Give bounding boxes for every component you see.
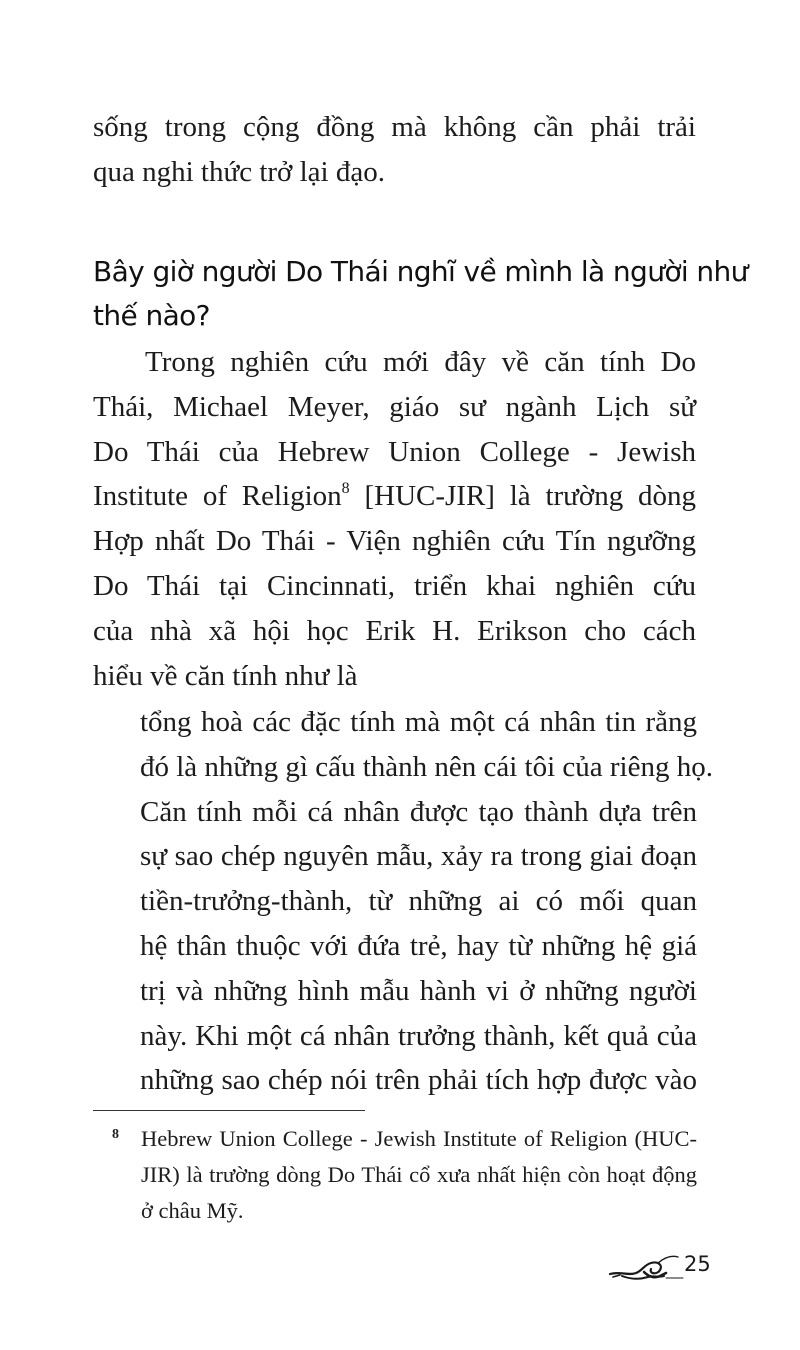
footnote-reference[interactable]: 8	[341, 480, 350, 498]
quote-line: tiền-trưởng-thành, từ những ai có mối quan	[140, 885, 697, 918]
text-line: hiểu về căn tính như là	[93, 659, 358, 692]
reference-phrase: Institute of Religion	[93, 480, 342, 513]
footnote-line: JIR) là trường dòng Do Thái cổ xưa nhất hiện còn hoạt động	[141, 1162, 697, 1187]
page-footer	[608, 1249, 712, 1285]
text-line: Do Thái tại Cincinnati, triển khai nghiên cứu	[93, 569, 696, 602]
heading-line: Bây giờ người Do Thái nghĩ về mình là người như	[93, 255, 748, 288]
quote-line: sự sao chép nguyên mẫu, xảy ra trong giai đoạn	[140, 840, 697, 873]
footnote-line: ở châu Mỹ.	[141, 1198, 244, 1223]
quote-line: những sao chép nói trên phải tích hợp được vào	[140, 1064, 697, 1097]
quote-line: này. Khi một cá nhân trưởng thành, kết quả của	[140, 1019, 697, 1052]
scroll-flourish-icon	[608, 1249, 684, 1285]
footnote-number: 8	[112, 1127, 119, 1142]
carryover-text	[93, 105, 696, 195]
quote-line: tổng hoà các đặc tính mà một cá nhân tin rằng	[140, 706, 697, 738]
text-line	[93, 474, 696, 519]
footnote-body	[141, 1121, 697, 1229]
text-line: qua nghi thức trở lại đạo.	[93, 155, 385, 188]
text-line: của nhà xã hội học Erik H. Erikson cho cách	[93, 614, 696, 647]
text-line: Do Thái của Hebrew Union College - Jewish	[93, 435, 696, 468]
text-line: Trong nghiên cứu mới đây về căn tính Do	[145, 346, 696, 378]
text-line: Hợp nhất Do Thái - Viện nghiên cứu Tín ngưỡng	[93, 525, 696, 558]
quote-line: trị và những hình mẫu hành vi ở những người	[140, 974, 697, 1007]
footnote-divider	[93, 1110, 365, 1111]
page-number: 25	[684, 1252, 711, 1276]
text-line-rest: [HUC-JIR] là trường dòng	[364, 480, 697, 513]
quote-line: Căn tính mỗi cá nhân được tạo thành dựa trên	[140, 795, 697, 828]
block-quote	[140, 700, 713, 1103]
quote-line: hệ thân thuộc với đứa trẻ, hay từ những hệ giá	[140, 929, 697, 962]
text-line: Thái, Michael Meyer, giáo sư ngành Lịch sử	[93, 390, 696, 423]
section-heading	[93, 250, 748, 338]
text-line: sống trong cộng đồng mà không cần phải trải	[93, 111, 696, 143]
footnote-line: Hebrew Union College - Jewish Institute of Religion (HUC-	[141, 1126, 697, 1151]
quote-line: đó là những gì cấu thành nên cái tôi của riêng họ.	[140, 750, 713, 783]
heading-line: thế nào?	[93, 299, 210, 332]
body-paragraph	[93, 340, 696, 698]
